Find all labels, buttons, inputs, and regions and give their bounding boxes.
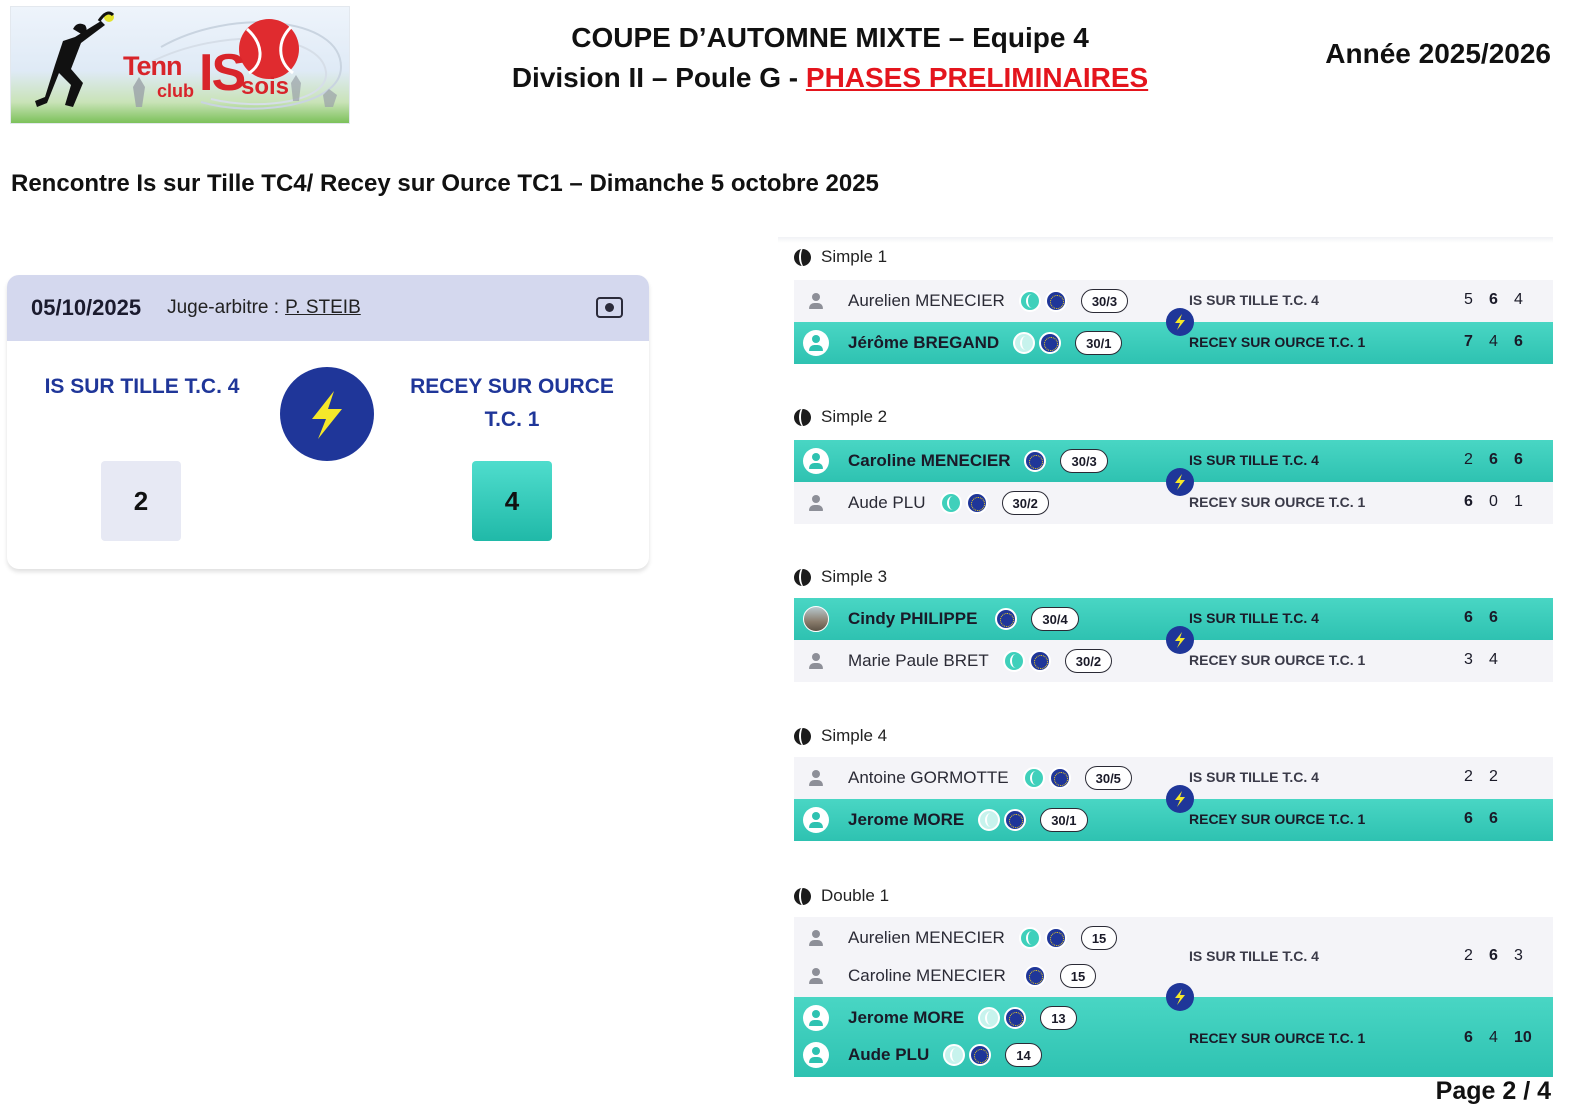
match-date: 05/10/2025 xyxy=(31,295,142,320)
player-icon xyxy=(803,448,829,474)
club-name: IS SUR TILLE T.C. 4 xyxy=(1189,452,1319,468)
player xyxy=(794,324,1122,362)
eu-badge-icon xyxy=(1004,1007,1026,1029)
player xyxy=(794,642,1112,680)
match-label xyxy=(794,566,887,588)
home-score: 2 xyxy=(101,461,181,541)
player-rank: 13 xyxy=(1040,1006,1076,1030)
player xyxy=(794,999,1077,1037)
tennis-ball-icon xyxy=(794,888,811,905)
match-label xyxy=(794,725,887,747)
player-icon xyxy=(803,648,829,674)
eu-badge-icon xyxy=(1029,650,1051,672)
tennis-ball-icon xyxy=(794,728,811,745)
match-label-text: Simple 2 xyxy=(821,407,888,426)
player-name[interactable]: Aude PLU xyxy=(848,1045,930,1064)
player-rank: 14 xyxy=(1005,1043,1041,1067)
player-icon xyxy=(803,1005,829,1031)
match-label xyxy=(794,406,887,428)
player xyxy=(794,801,1088,839)
set-score: 10 xyxy=(1514,1029,1532,1046)
club-name: RECEY SUR OURCE T.C. 1 xyxy=(1189,334,1366,350)
eu-badge-icon xyxy=(1039,332,1061,354)
set-score: 6 xyxy=(1489,291,1498,308)
club-name: IS SUR TILLE T.C. 4 xyxy=(1189,610,1319,626)
set-score: 4 xyxy=(1514,291,1523,308)
player xyxy=(794,957,1096,995)
set-scores xyxy=(1464,451,1539,469)
tennis-badge-icon xyxy=(1003,650,1025,672)
set-score: 3 xyxy=(1464,651,1473,668)
set-scores xyxy=(1464,768,1514,786)
set-scores xyxy=(1464,609,1514,627)
eu-badge-icon xyxy=(966,492,988,514)
set-score: 6 xyxy=(1514,451,1523,468)
player xyxy=(794,600,1079,638)
match-label-text: Simple 1 xyxy=(821,247,888,266)
player xyxy=(794,484,1049,522)
player xyxy=(794,1036,1042,1074)
lightning-icon xyxy=(1166,626,1194,654)
set-score: 6 xyxy=(1489,947,1498,964)
lightning-icon xyxy=(1166,468,1194,496)
club-name: IS SUR TILLE T.C. 4 xyxy=(1189,948,1319,964)
set-score: 0 xyxy=(1489,493,1498,510)
set-scores xyxy=(1464,651,1514,669)
logo-text-club: club xyxy=(157,81,195,101)
set-scores xyxy=(1464,810,1514,828)
set-scores xyxy=(1464,493,1539,511)
club-name: RECEY SUR OURCE T.C. 1 xyxy=(1189,811,1366,827)
player-name[interactable]: Caroline MENECIER xyxy=(848,451,1011,470)
set-score: 2 xyxy=(1464,947,1473,964)
set-score: 2 xyxy=(1489,768,1498,785)
eu-badge-icon xyxy=(995,608,1017,630)
set-score: 4 xyxy=(1489,1029,1498,1046)
player-rank: 30/1 xyxy=(1040,808,1087,832)
club-name: RECEY SUR OURCE T.C. 1 xyxy=(1189,494,1366,510)
player-name[interactable]: Aude PLU xyxy=(848,493,926,512)
lightning-icon xyxy=(1166,308,1194,336)
set-scores xyxy=(1464,291,1539,309)
club-name: RECEY SUR OURCE T.C. 1 xyxy=(1189,1030,1366,1046)
tennis-badge-icon xyxy=(1023,767,1045,789)
player xyxy=(794,442,1108,480)
player-icon xyxy=(803,330,829,356)
player-rank: 15 xyxy=(1060,964,1096,988)
club-logo xyxy=(10,6,350,124)
set-score: 1 xyxy=(1514,493,1523,510)
player xyxy=(794,759,1132,797)
player-name[interactable]: Aurelien MENECIER xyxy=(848,928,1005,947)
player-rank: 30/3 xyxy=(1081,289,1128,313)
set-score: 4 xyxy=(1489,333,1498,350)
player-name[interactable]: Antoine GORMOTTE xyxy=(848,768,1009,787)
set-score: 6 xyxy=(1489,810,1498,827)
logo-text-tenn: Tenn xyxy=(123,51,182,81)
set-score: 2 xyxy=(1464,451,1473,468)
player-name[interactable]: Marie Paule BRET xyxy=(848,651,989,670)
player-icon xyxy=(803,807,829,833)
set-score: 5 xyxy=(1464,291,1473,308)
eu-badge-icon xyxy=(1024,965,1046,987)
player-icon xyxy=(803,288,829,314)
set-score: 6 xyxy=(1464,609,1473,626)
set-score: 6 xyxy=(1489,451,1498,468)
set-score: 6 xyxy=(1464,493,1473,510)
player-name[interactable]: Jerome MORE xyxy=(848,1008,965,1027)
player-icon xyxy=(803,490,829,516)
player-rank: 30/1 xyxy=(1075,331,1122,355)
player-rank: 30/3 xyxy=(1060,449,1107,473)
away-team-name-line1: RECEY SUR OURCE xyxy=(410,375,614,398)
set-score: 6 xyxy=(1489,609,1498,626)
player-photo xyxy=(803,606,829,632)
match-label-text: Simple 4 xyxy=(821,726,888,745)
eu-badge-icon xyxy=(1004,809,1026,831)
page-number: Page 2 / 4 xyxy=(1435,1077,1551,1105)
player-rank: 30/4 xyxy=(1031,607,1078,631)
list-top-shadow xyxy=(778,237,1553,243)
logo-text-sois: sois xyxy=(241,73,290,100)
tennis-ball-icon xyxy=(794,249,811,266)
eu-badge-icon xyxy=(969,1044,991,1066)
match-label-text: Simple 3 xyxy=(821,567,888,586)
logo-text-is: IS xyxy=(199,44,245,102)
player xyxy=(794,919,1117,957)
eu-badge-icon xyxy=(1024,450,1046,472)
eu-badge-icon xyxy=(1045,927,1067,949)
title-line-2 xyxy=(480,58,1180,98)
lightning-icon xyxy=(1166,785,1194,813)
match-label-text: Double 1 xyxy=(821,886,890,905)
set-score: 7 xyxy=(1464,333,1473,350)
player-icon xyxy=(803,1042,829,1068)
player-icon xyxy=(803,963,829,989)
player xyxy=(794,282,1128,320)
away-score: 4 xyxy=(472,461,552,541)
home-team-name[interactable]: IS SUR TILLE T.C. 4 xyxy=(44,375,240,398)
player-name[interactable]: Jérôme BREGAND xyxy=(848,333,1000,352)
player-icon xyxy=(803,925,829,951)
eu-badge-icon xyxy=(1049,767,1071,789)
set-score: 4 xyxy=(1489,651,1498,668)
referee-link[interactable]: P. STEIB xyxy=(285,297,361,318)
tennis-badge-icon xyxy=(978,1007,1000,1029)
set-scores xyxy=(1464,947,1539,965)
player-rank: 15 xyxy=(1081,926,1117,950)
document-title xyxy=(480,18,1180,98)
set-scores xyxy=(1464,333,1539,351)
tennis-ball-icon xyxy=(794,569,811,586)
set-score: 2 xyxy=(1464,768,1473,785)
set-score: 6 xyxy=(1464,810,1473,827)
set-score: 6 xyxy=(1464,1029,1473,1046)
player-rank: 30/5 xyxy=(1085,766,1132,790)
match-label xyxy=(794,246,887,268)
tennis-badge-icon xyxy=(1019,290,1041,312)
club-name: IS SUR TILLE T.C. 4 xyxy=(1189,292,1319,308)
lightning-icon xyxy=(1166,983,1194,1011)
set-score: 3 xyxy=(1514,947,1523,964)
away-team-name[interactable] xyxy=(397,370,627,436)
scoresheet-icon[interactable] xyxy=(596,297,623,318)
season: Année 2025/2026 xyxy=(1325,38,1551,69)
match-title: Rencontre Is sur Tille TC4/ Recey sur Ource TC1 – Dimanche 5 octobre 2025 xyxy=(11,170,879,197)
club-name: IS SUR TILLE T.C. 4 xyxy=(1189,769,1319,785)
match-label xyxy=(794,885,889,907)
player-name[interactable]: Cindy PHILIPPE xyxy=(848,609,978,628)
title-division: Division II – Poule G - xyxy=(511,62,806,93)
player-name[interactable]: Aurelien MENECIER xyxy=(848,291,1005,310)
match-summary-card xyxy=(7,275,649,569)
tennis-badge-icon xyxy=(1013,332,1035,354)
title-line-1: COUPE D’AUTOMNE MIXTE – Equipe 4 xyxy=(571,22,1089,53)
player-rank: 30/2 xyxy=(1065,649,1112,673)
lightning-icon xyxy=(280,367,374,461)
tennis-ball-icon xyxy=(794,409,811,426)
tennis-badge-icon xyxy=(943,1044,965,1066)
tennis-badge-icon xyxy=(940,492,962,514)
player-icon xyxy=(803,765,829,791)
player-name[interactable]: Jerome MORE xyxy=(848,810,965,829)
tennis-badge-icon xyxy=(1019,927,1041,949)
player-name[interactable]: Caroline MENECIER xyxy=(848,966,1006,985)
club-name: RECEY SUR OURCE T.C. 1 xyxy=(1189,652,1366,668)
away-team-name-line2: T.C. 1 xyxy=(484,408,540,431)
referee-label: Juge-arbitre : xyxy=(167,297,280,318)
tennis-badge-icon xyxy=(978,809,1000,831)
player-rank: 30/2 xyxy=(1002,491,1049,515)
title-phase: PHASES PRELIMINAIRES xyxy=(805,62,1149,93)
set-scores xyxy=(1464,1029,1539,1047)
eu-badge-icon xyxy=(1045,290,1067,312)
set-score: 6 xyxy=(1514,333,1523,350)
card-header xyxy=(7,275,649,341)
